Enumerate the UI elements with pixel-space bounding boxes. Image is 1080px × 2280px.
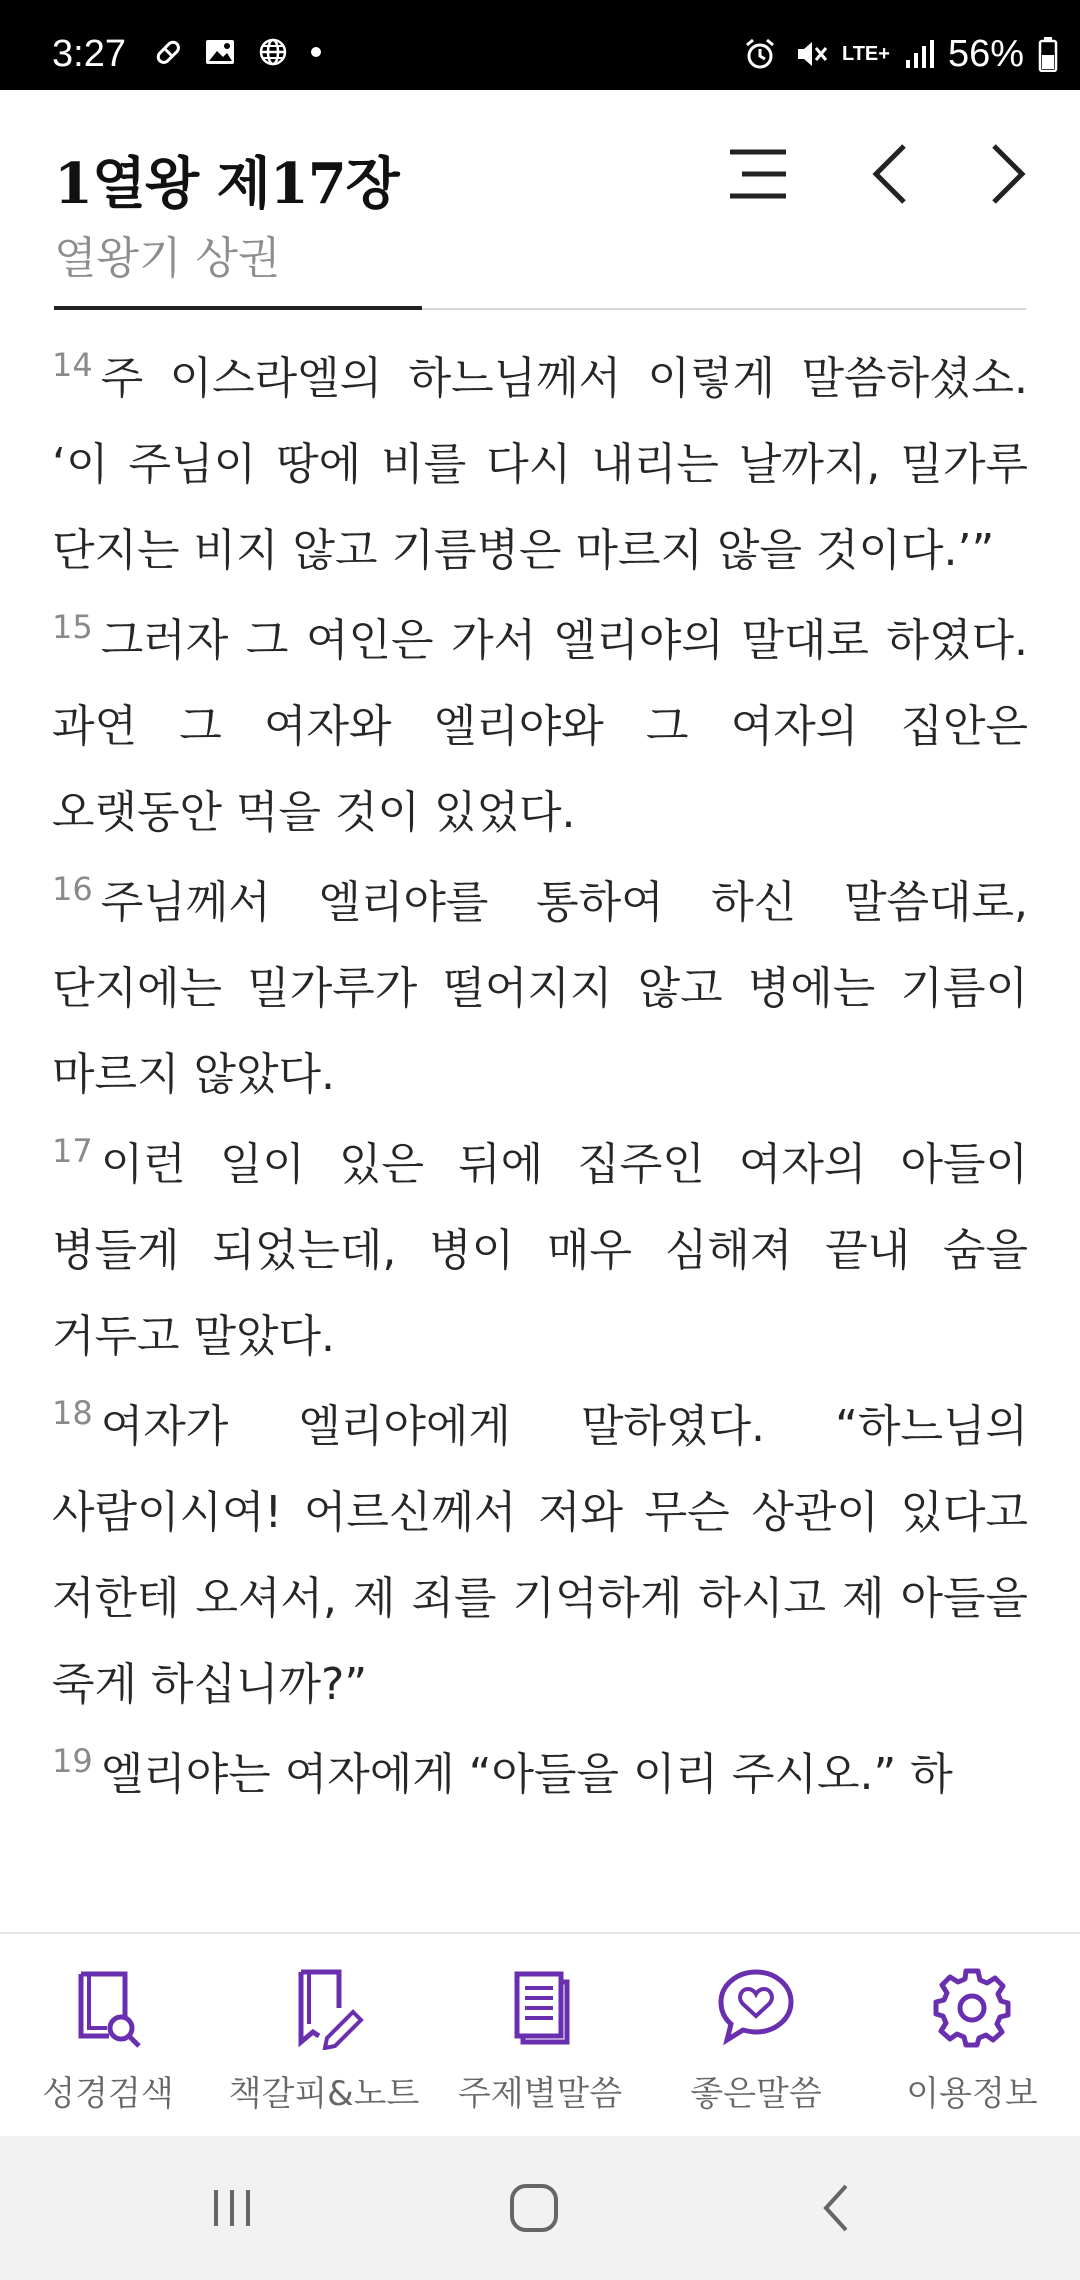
nav-good-words[interactable] xyxy=(648,1934,864,2138)
verse-18[interactable] xyxy=(52,1384,1028,1728)
book-subtitle: 열왕기 상권 xyxy=(54,233,281,284)
battery-percent: 56% xyxy=(947,33,1024,75)
status-bar xyxy=(0,0,1080,90)
pill-icon xyxy=(152,37,182,67)
nav-label: 좋은말씀 xyxy=(690,2074,822,2114)
status-notification-icons xyxy=(152,34,322,70)
chapter-title[interactable]: 1열왕 제17장 xyxy=(54,151,399,217)
back-icon xyxy=(818,2182,854,2234)
status-time: 3:27 xyxy=(52,33,126,75)
more-notifications-dot-icon xyxy=(310,46,322,58)
nav-label: 이용정보 xyxy=(906,2074,1038,2114)
chevron-right-icon xyxy=(988,142,1028,206)
previous-chapter-button[interactable] xyxy=(850,134,930,214)
recent-apps-icon xyxy=(208,2184,256,2232)
home-button[interactable] xyxy=(498,2172,570,2244)
alarm-icon xyxy=(742,36,778,72)
nav-label: 주제별말씀 xyxy=(457,2074,623,2114)
menu-button[interactable] xyxy=(718,134,798,214)
verse-number: 18 xyxy=(52,1394,93,1432)
verse-text: 주님께서 엘리야를 통하여 하신 말씀대로, 단지에는 밀가루가 떨어지지 않고 병에는 기름이 마르지 않았다. xyxy=(52,877,1028,1100)
verse-16[interactable] xyxy=(52,860,1028,1118)
nav-label: 성경검색 xyxy=(42,2074,174,2114)
topic-document-icon xyxy=(497,1964,583,2050)
active-tab-indicator xyxy=(54,306,422,310)
battery-icon xyxy=(1038,36,1058,72)
bottom-navigation xyxy=(0,1932,1080,2138)
verse-text: 주 이스라엘의 하느님께서 이렇게 말씀하셨소. ‘이 주님이 땅에 비를 다시 내리는 날까지, 밀가루 단지는 비지 않고 기름병은 마르지 않을 것이다.’” xyxy=(52,353,1028,576)
menu-icon xyxy=(726,146,790,202)
image-icon xyxy=(204,37,236,67)
signal-icon xyxy=(904,38,934,70)
system-navigation-bar xyxy=(0,2136,1080,2280)
nav-bookmark-note[interactable] xyxy=(216,1934,432,2138)
status-system-icons xyxy=(742,34,1058,74)
home-icon xyxy=(508,2182,560,2234)
nav-bible-search[interactable] xyxy=(0,1934,216,2138)
chapter-content[interactable] xyxy=(52,336,1028,1932)
verse-number: 19 xyxy=(52,1742,93,1780)
chevron-left-icon xyxy=(870,142,910,206)
verse-14[interactable] xyxy=(52,336,1028,594)
next-chapter-button[interactable] xyxy=(968,134,1048,214)
mute-icon xyxy=(792,36,828,72)
verse-number: 17 xyxy=(52,1132,93,1170)
verse-text: 이런 일이 있은 뒤에 집주인 여자의 아들이 병들게 되었는데, 병이 매우 심해져 끝내 숨을 거두고 말았다. xyxy=(52,1139,1028,1362)
globe-icon xyxy=(258,37,288,67)
verse-number: 16 xyxy=(52,870,93,908)
gear-icon xyxy=(929,1964,1015,2050)
chapter-header xyxy=(0,90,1080,310)
verse-text: 여자가 엘리야에게 말하였다. “하느님의 사람이시여! 어르신께서 저와 무슨 상관이 있다고 저한테 오셔서, 제 죄를 기억하게 하시고 제 아들을 죽게 하십니까?” xyxy=(52,1401,1028,1710)
bookmark-note-icon xyxy=(281,1964,367,2050)
nav-usage-info[interactable] xyxy=(864,1934,1080,2138)
network-type: LTE+ xyxy=(841,43,890,65)
verse-number: 14 xyxy=(52,346,93,384)
nav-topic-words[interactable] xyxy=(432,1934,648,2138)
verse-text: 그러자 그 여인은 가서 엘리야의 말대로 하였다. 과연 그 여자와 엘리야와 그 여자의 집안은 오랫동안 먹을 것이 있었다. xyxy=(52,615,1028,838)
verse-number: 15 xyxy=(52,608,93,646)
back-button[interactable] xyxy=(800,2172,872,2244)
nav-label: 책갈피&노트 xyxy=(228,2074,420,2114)
verse-15[interactable] xyxy=(52,598,1028,856)
recent-apps-button[interactable] xyxy=(196,2172,268,2244)
bible-search-icon xyxy=(65,1964,151,2050)
heart-chat-icon xyxy=(713,1964,799,2050)
verse-19[interactable] xyxy=(52,1732,1028,1818)
verse-text: 엘리야는 여자에게 “아들을 이리 주시오.” 하 xyxy=(100,1749,953,1800)
verse-17[interactable] xyxy=(52,1122,1028,1380)
